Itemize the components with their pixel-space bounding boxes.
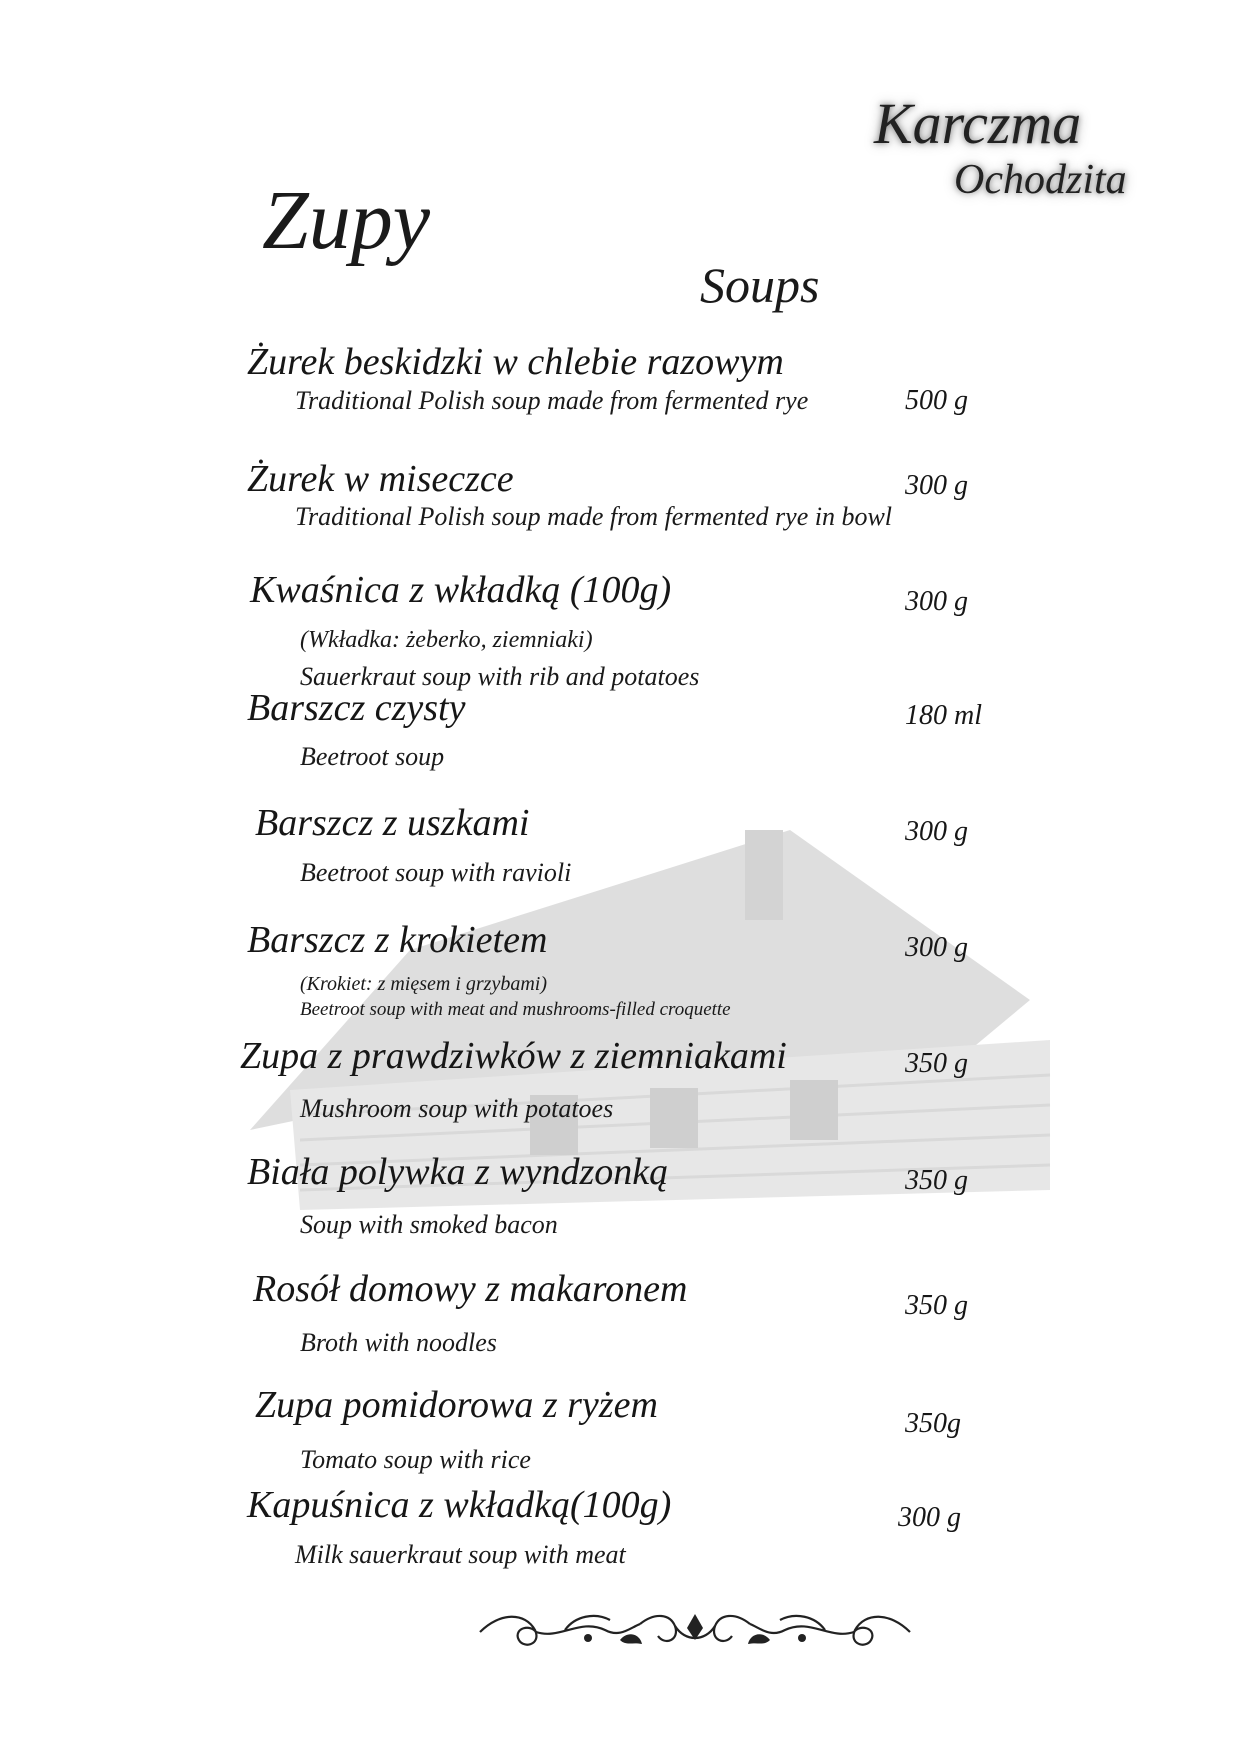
menu-item-description: Sauerkraut soup with rib and potatoes bbox=[300, 662, 700, 691]
decorative-flourish bbox=[470, 1600, 920, 1660]
menu-item-description: Mushroom soup with potatoes bbox=[300, 1094, 614, 1123]
menu-item-description: Traditional Polish soup made from fermented rye bbox=[295, 386, 809, 415]
menu-item-description: Tomato soup with rice bbox=[300, 1445, 531, 1474]
menu-item-portion: 350 g bbox=[905, 1290, 968, 1321]
menu-item-name: Zupa pomidorowa z ryżem bbox=[255, 1384, 658, 1426]
menu-item-description: Milk sauerkraut soup with meat bbox=[295, 1540, 626, 1569]
menu-item-portion: 500 g bbox=[905, 385, 968, 416]
menu-item-note: (Wkładka: żeberko, ziemniaki) bbox=[300, 627, 593, 653]
menu-item-name: Barszcz z krokietem bbox=[247, 919, 548, 961]
menu-item-description: Broth with noodles bbox=[300, 1328, 497, 1357]
menu-item-name: Żurek w miseczce bbox=[247, 458, 514, 500]
logo-line-2: Ochodzita bbox=[954, 157, 1127, 203]
menu-item-name: Barszcz z uszkami bbox=[255, 802, 530, 844]
menu-item-name: Kwaśnica z wkładką (100g) bbox=[250, 569, 672, 611]
page-title: Zupy bbox=[262, 174, 430, 267]
page-subtitle: Soups bbox=[700, 257, 820, 313]
menu-item-name: Zupa z prawdziwków z ziemniakami bbox=[240, 1035, 787, 1077]
menu-item-description: Beetroot soup with meat and mushrooms-filled croquette bbox=[300, 999, 731, 1020]
menu-item-name: Rosół domowy z makaronem bbox=[253, 1268, 688, 1310]
menu-item-description: Beetroot soup with ravioli bbox=[300, 858, 572, 887]
menu-item-portion: 300 g bbox=[905, 470, 968, 501]
menu-item-description: Beetroot soup bbox=[300, 742, 445, 771]
menu-item-description: Traditional Polish soup made from fermented rye in bowl bbox=[295, 502, 893, 531]
menu-item-name: Kapuśnica z wkładką(100g) bbox=[247, 1484, 672, 1526]
logo-line-1: Karczma bbox=[874, 91, 1082, 156]
menu-item-portion: 350g bbox=[905, 1408, 961, 1439]
menu-item-name: Żurek beskidzki w chlebie razowym bbox=[247, 341, 784, 383]
menu-item-portion: 300 g bbox=[905, 816, 968, 847]
menu-item-portion: 300 g bbox=[905, 932, 968, 963]
menu-item-portion: 300 g bbox=[905, 586, 968, 617]
menu-item-note: (Krokiet: z mięsem i grzybami) bbox=[300, 973, 547, 995]
menu-item-name: Biała polywka z wyndzonką bbox=[247, 1151, 669, 1193]
restaurant-logo bbox=[860, 90, 1180, 220]
menu-item-portion: 180 ml bbox=[905, 700, 982, 731]
menu-item-description: Soup with smoked bacon bbox=[300, 1210, 558, 1239]
menu-item-portion: 350 g bbox=[905, 1048, 968, 1079]
menu-item-portion: 300 g bbox=[898, 1502, 961, 1533]
menu-item-name: Barszcz czysty bbox=[247, 687, 466, 729]
menu-item-portion: 350 g bbox=[905, 1165, 968, 1196]
